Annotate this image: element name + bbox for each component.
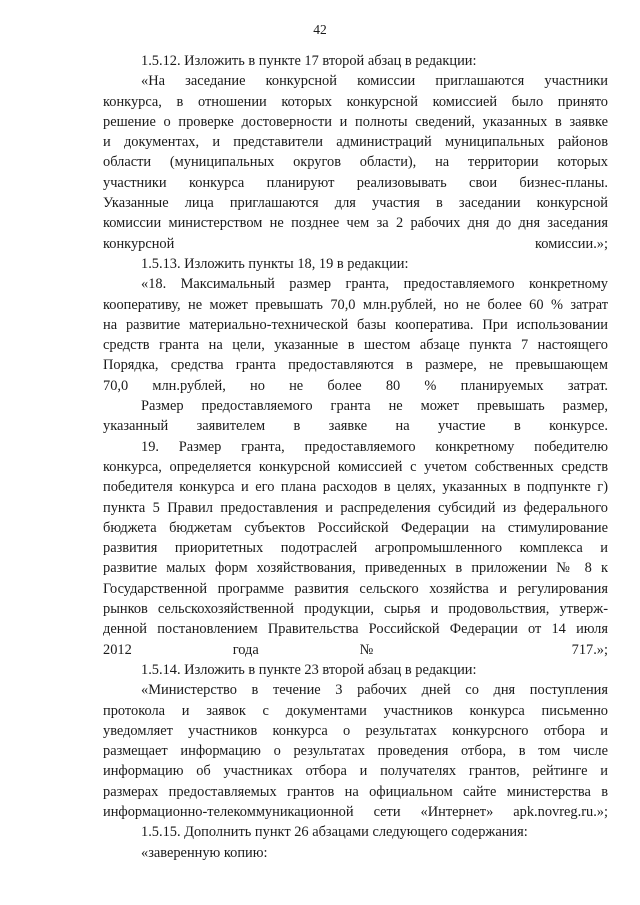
text-line: на развитие материально-технической базы кооператива. При использовании: [103, 316, 608, 333]
paragraph: [103, 274, 608, 396]
paragraph: [103, 680, 608, 822]
text-line: «Министерство в течение 3 рабочих дней со дня поступления: [141, 682, 608, 699]
text-line: средств гранта на цели, указанные в шестом абзаце пункта 7 настоящего: [103, 337, 608, 354]
text-line: 70,0 млн.рублей, но не более 80 % планируемых затрат.: [103, 377, 608, 394]
text-line: конкурса, определяется конкурсной комиссией с учетом собственных средств: [103, 458, 608, 475]
text-line: бюджета бюджетам субъектов Российской Федерации на стимулирование: [103, 519, 608, 536]
page-number: 42: [313, 22, 327, 37]
text-line: конкурсной комиссии.»;: [103, 235, 608, 252]
paragraph: [103, 437, 608, 660]
text-line: 2012 года № 717.»;: [103, 641, 608, 658]
text-line: решение о проверке достоверности и полноты сведений, указанных в заявке: [103, 113, 608, 130]
text-line: Порядка, средства гранта предоставляются в размере, не превышающем: [103, 357, 608, 374]
text-line: указанный заявителем в заявке на участие в конкурсе.: [103, 418, 608, 435]
text-line: «18. Максимальный размер гранта, предоставляемого конкретному: [141, 276, 608, 293]
text-line: области (муниципальных округов области), на территории которых: [103, 154, 608, 171]
paragraph: [103, 822, 608, 842]
text-line: 1.5.14. Изложить в пункте 23 второй абзац в редакции:: [141, 661, 477, 678]
text-line: рынков сельскохозяйственной продукции, сырья и продовольствия, утверж-: [103, 601, 608, 618]
text-line: Указанные лица приглашаются для участия в заседании конкурсной: [103, 195, 608, 212]
text-line: 19. Размер гранта, предоставляемого конкретному победителю: [141, 438, 608, 455]
text-line: 1.5.13. Изложить пункты 18, 19 в редакции:: [141, 255, 409, 272]
text-line: Государственной программе развития сельского хозяйства и регулирования: [103, 580, 608, 597]
text-line: развития приоритетных подотраслей агропромышленного комплекса и: [103, 540, 608, 557]
document-body: [103, 51, 608, 863]
text-line: протокола и заявок с документами участников конкурса письменно: [103, 702, 608, 719]
paragraph: [103, 396, 608, 437]
text-line: комиссии министерством не позднее чем за 2 рабочих дня до дня заседания: [103, 215, 608, 232]
paragraph: [103, 254, 608, 274]
text-line: «заверенную копию:: [141, 844, 268, 861]
paragraph: [103, 660, 608, 680]
text-line: размерах предоставляемых грантов на официальном сайте министерства в: [103, 783, 608, 800]
text-line: победителя конкурса и его плана расходов в целях, указанных в подпункте г): [103, 479, 608, 496]
text-line: конкурса, в отношении которых конкурсной комиссией было принято: [103, 93, 608, 110]
text-line: уведомляет участников конкурса о результатах конкурсного отбора и: [103, 722, 608, 739]
text-line: кооперативу, не может превышать 70,0 млн.рублей, но не более 60 % затрат: [103, 296, 608, 313]
text-line: Размер предоставляемого гранта не может превышать размер,: [141, 398, 608, 415]
text-line: пункта 5 Правил предоставления и распределения субсидий из федерального: [103, 499, 608, 516]
text-line: 1.5.15. Дополнить пункт 26 абзацами следующего содержания:: [141, 824, 528, 841]
text-line: 1.5.12. Изложить в пункте 17 второй абзац в редакции:: [141, 53, 477, 69]
text-line: размещает информацию о результатах проведения отбора, в том числе: [103, 743, 608, 760]
text-line: развитие малых форм хозяйствования, приведенных в приложении № 8 к: [103, 560, 608, 577]
text-line: денной постановлением Правительства Российской Федерации от 14 июля: [103, 621, 608, 638]
paragraph: [103, 71, 608, 254]
text-line: и документах, и представители администраций муниципальных районов: [103, 134, 608, 151]
text-line: участники конкурса планируют реализовывать свои бизнес-планы.: [103, 174, 608, 191]
text-line: «На заседание конкурсной комиссии приглашаются участники: [141, 73, 608, 90]
text-line: информационно-телекоммуникационной сети «Интернет» apk.novreg.ru.»;: [103, 803, 608, 820]
text-line: информацию об участниках отбора и получателях грантов, рейтинге и: [103, 763, 608, 780]
paragraph: [103, 843, 608, 863]
paragraph: [103, 51, 608, 71]
